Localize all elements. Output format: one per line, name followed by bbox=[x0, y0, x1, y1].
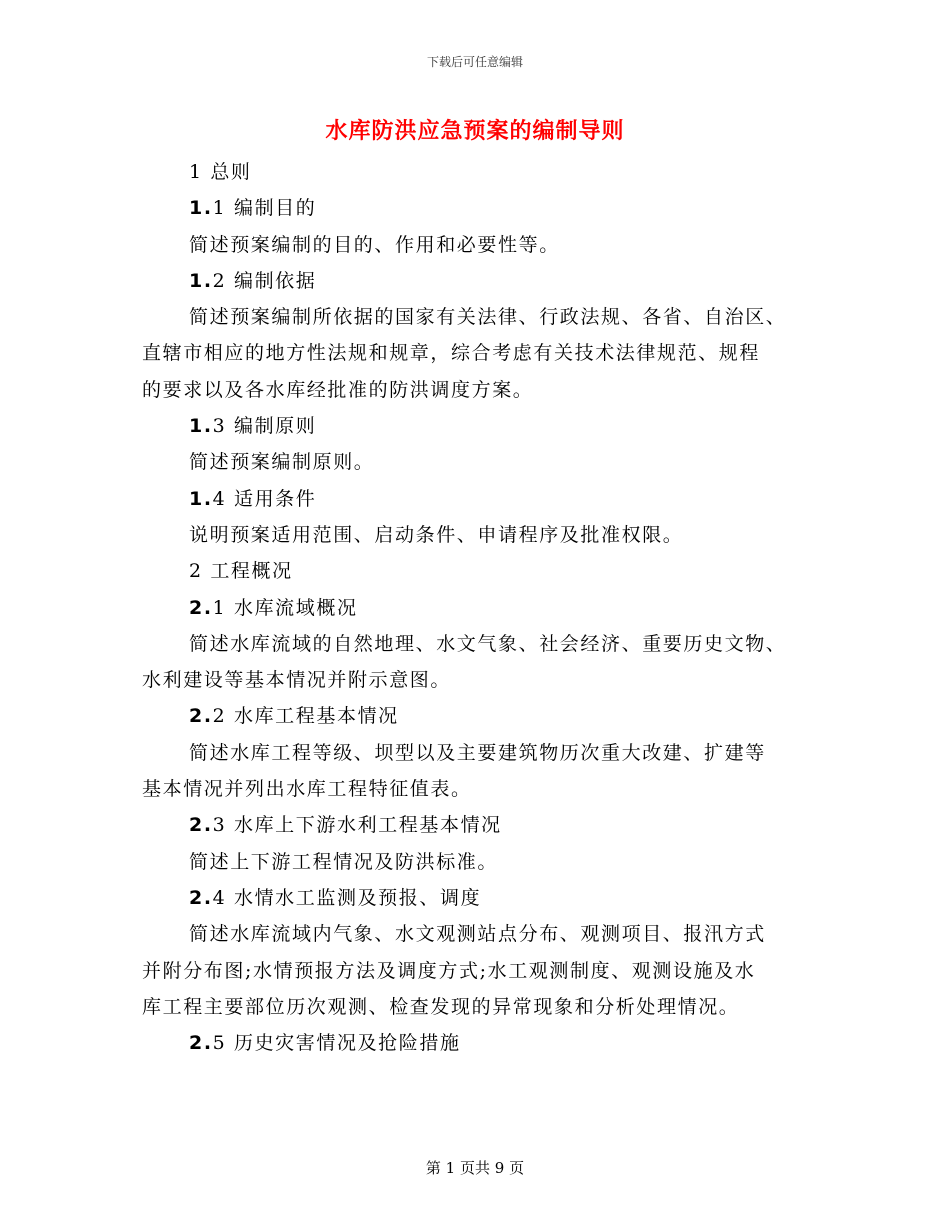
body-line bbox=[142, 807, 822, 843]
body-line bbox=[142, 590, 822, 626]
line-text: 1 水库流域概况 bbox=[212, 596, 358, 619]
section-number: 1. bbox=[189, 269, 213, 292]
body-line bbox=[142, 1025, 822, 1061]
line-text: 5 历史灾害情况及抢险措施 bbox=[212, 1032, 461, 1055]
section-number: 1. bbox=[189, 415, 213, 438]
body-line bbox=[142, 227, 822, 263]
section-number: 2. bbox=[189, 1032, 213, 1055]
body-line bbox=[142, 553, 822, 589]
line-text: 3 编制原则 bbox=[212, 415, 317, 438]
page-footer: 第 1 页共 9 页 bbox=[425, 1159, 525, 1177]
body-line bbox=[142, 626, 822, 662]
line-text: 并附分布图;水情预报方法及调度方式;水工观测制度、观测设施及水 bbox=[142, 959, 756, 982]
body-line bbox=[142, 698, 822, 734]
line-text: 2 编制依据 bbox=[212, 269, 317, 292]
line-text: 3 水库上下游水利工程基本情况 bbox=[212, 814, 502, 837]
body-line bbox=[142, 771, 822, 807]
body-line bbox=[142, 154, 822, 190]
line-text: 4 适用条件 bbox=[212, 487, 317, 510]
body-line bbox=[142, 408, 822, 444]
body-line bbox=[142, 335, 822, 371]
body-line bbox=[142, 953, 822, 989]
line-text: 简述预案编制的目的、作用和必要性等。 bbox=[189, 233, 560, 256]
body-line bbox=[142, 299, 822, 335]
body-line bbox=[142, 372, 822, 408]
body-line bbox=[142, 481, 822, 517]
body-line bbox=[142, 662, 822, 698]
body-line bbox=[142, 916, 822, 952]
body-line bbox=[142, 880, 822, 916]
body-line bbox=[142, 844, 822, 880]
section-number: 2. bbox=[189, 705, 213, 728]
line-text: 1 总则 bbox=[189, 161, 252, 183]
line-text: 2 工程概况 bbox=[189, 560, 293, 583]
line-text: 简述上下游工程情况及防洪标准。 bbox=[189, 850, 499, 873]
body-line bbox=[142, 735, 822, 771]
section-number: 2. bbox=[189, 814, 213, 837]
line-text: 简述预案编制所依据的国家有关法律、行政法规、各省、自治区、 bbox=[189, 306, 787, 329]
line-text: 水利建设等基本情况并附示意图。 bbox=[142, 669, 452, 692]
section-number: 1. bbox=[189, 197, 213, 220]
body-line bbox=[142, 190, 822, 226]
header-note: 下载后可任意编辑 bbox=[426, 55, 523, 69]
line-text: 4 水情水工监测及预报、调度 bbox=[212, 886, 482, 909]
line-text: 说明预案适用范围、启动条件、申请程序及批准权限。 bbox=[189, 523, 684, 546]
section-number: 1. bbox=[189, 487, 213, 510]
line-text: 2 水库工程基本情况 bbox=[212, 705, 399, 728]
section-number: 2. bbox=[189, 886, 213, 909]
line-text: 直辖市相应的地方性法规和规章，综合考虑有关技术法律规范、规程 bbox=[142, 342, 761, 365]
body-line bbox=[142, 517, 822, 553]
line-text: 简述水库工程等级、坝型以及主要建筑物历次重大改建、扩建等 bbox=[189, 741, 766, 764]
line-text: 1 编制目的 bbox=[212, 197, 317, 220]
body-line bbox=[142, 989, 822, 1025]
document-body bbox=[142, 154, 822, 1061]
body-line bbox=[142, 263, 822, 299]
document-title: 水库防洪应急预案的编制导则 bbox=[325, 118, 625, 144]
line-text: 库工程主要部位历次观测、检查发现的异常现象和分析处理情况。 bbox=[142, 995, 740, 1018]
line-text: 简述水库流域的自然地理、水文气象、社会经济、重要历史文物、 bbox=[189, 632, 787, 655]
line-text: 简述预案编制原则。 bbox=[189, 451, 375, 474]
section-number: 2. bbox=[189, 596, 213, 619]
line-text: 基本情况并列出水库工程特征值表。 bbox=[142, 778, 472, 801]
line-text: 简述水库流域内气象、水文观测站点分布、观测项目、报汛方式 bbox=[189, 923, 766, 946]
body-line bbox=[142, 444, 822, 480]
line-text: 的要求以及各水库经批准的防洪调度方案。 bbox=[142, 378, 534, 401]
